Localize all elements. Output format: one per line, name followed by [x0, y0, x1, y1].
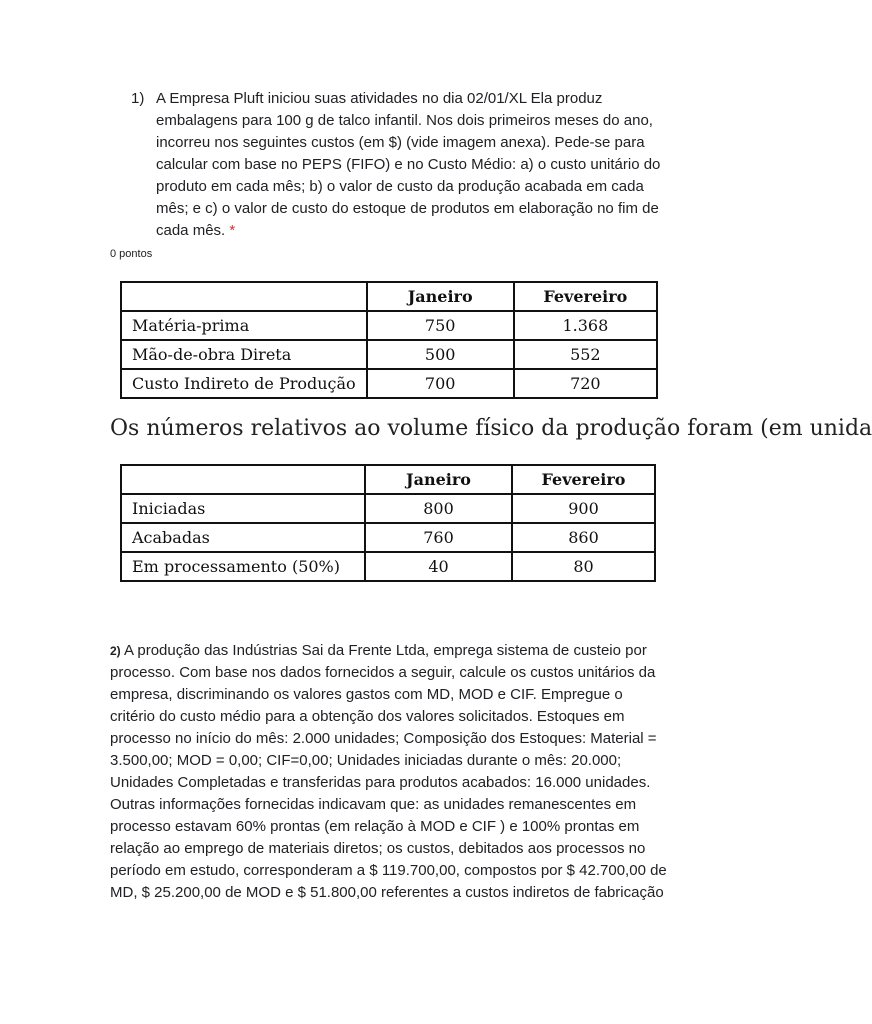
header-cell: Fevereiro — [514, 282, 657, 311]
costs-table — [120, 281, 658, 399]
question-1-text — [156, 88, 671, 242]
table-cell: Acabadas — [121, 523, 365, 552]
table-cell: Custo Indireto de Produção — [121, 369, 367, 398]
question-2 — [110, 640, 670, 904]
table-cell: Matéria-prima — [121, 311, 367, 340]
question-1-body: A Empresa Pluft iniciou suas atividades no dia 02/01/XL Ela produz embalagens para 100 g de talco infantil. Nos dois primeiros meses do ano, incorreu nos seguintes custos (em $) (vide imagem anexa). Pede-se para calcular com base no PEPS (FIFO) e no Custo Médio: a) o custo unitário do produto em cada mês; b) o valor de custo da produção acabada em cada mês; e c) o valor de custo do estoque de produtos em elaboração no fim de cada mês. — [156, 90, 661, 239]
header-cell: Janeiro — [367, 282, 514, 311]
table-cell: 552 — [514, 340, 657, 369]
volume-table — [120, 464, 656, 582]
table-cell: 720 — [514, 369, 657, 398]
table-cell: 1.368 — [514, 311, 657, 340]
table-row — [121, 369, 657, 398]
header-cell — [121, 282, 367, 311]
table-cell: Iniciadas — [121, 494, 365, 523]
table-cell: Em processamento (50%) — [121, 552, 365, 581]
table-cell: 80 — [512, 552, 655, 581]
table-header-row — [121, 282, 657, 311]
question-1-number: 1) — [131, 90, 145, 107]
table-cell: 750 — [367, 311, 514, 340]
table-cell: Mão-de-obra Direta — [121, 340, 367, 369]
required-asterisk: * — [229, 222, 236, 239]
table-row — [121, 311, 657, 340]
table-cell: 500 — [367, 340, 514, 369]
table-header-row — [121, 465, 655, 494]
table-row — [121, 494, 655, 523]
header-cell: Fevereiro — [512, 465, 655, 494]
points-label: 0 pontos — [110, 248, 153, 260]
question-2-number: 2) — [110, 644, 121, 658]
table-cell: 40 — [365, 552, 512, 581]
table-row — [121, 523, 655, 552]
question-1 — [131, 88, 671, 242]
header-cell — [121, 465, 365, 494]
table-cell: 760 — [365, 523, 512, 552]
table-cell: 900 — [512, 494, 655, 523]
volume-heading: Os números relativos ao volume físico da produção foram (em unida — [110, 416, 872, 441]
table-cell: 860 — [512, 523, 655, 552]
question-2-text: A produção das Indústrias Sai da Frente Ltda, emprega sistema de custeio por processo. Com base nos dados fornecidos a seguir, calcule os custos unitários da empresa, discriminando os valores gastos com MD, MOD e CIF. Empregue o critério do custo médio para a obtenção dos valores solicitados. Estoques em processo no início do mês: 2.000 unidades; Composição dos Estoques: Material = 3.500,00; MOD = 0,00; CIF=0,00; Unidades iniciadas durante o mês: 20.000; Unidades Completadas e transferidas para produtos acabados: 16.000 unidades. Outras informações fornecidas indicavam que: as unidades remanescentes em processo estavam 60% prontas (em relação à MOD e CIF ) e 100% prontas em relação ao emprego de materiais diretos; os custos, debitados aos processos no período em estudo, corresponderam a $ 119.700,00, compostos por $ 42.700,00 de MD, $ 25.200,00 de MOD e $ 51.800,00 referentes a custos indiretos de fabricação — [110, 642, 667, 901]
table-cell: 700 — [367, 369, 514, 398]
table-row — [121, 552, 655, 581]
header-cell: Janeiro — [365, 465, 512, 494]
table-row — [121, 340, 657, 369]
table-cell: 800 — [365, 494, 512, 523]
